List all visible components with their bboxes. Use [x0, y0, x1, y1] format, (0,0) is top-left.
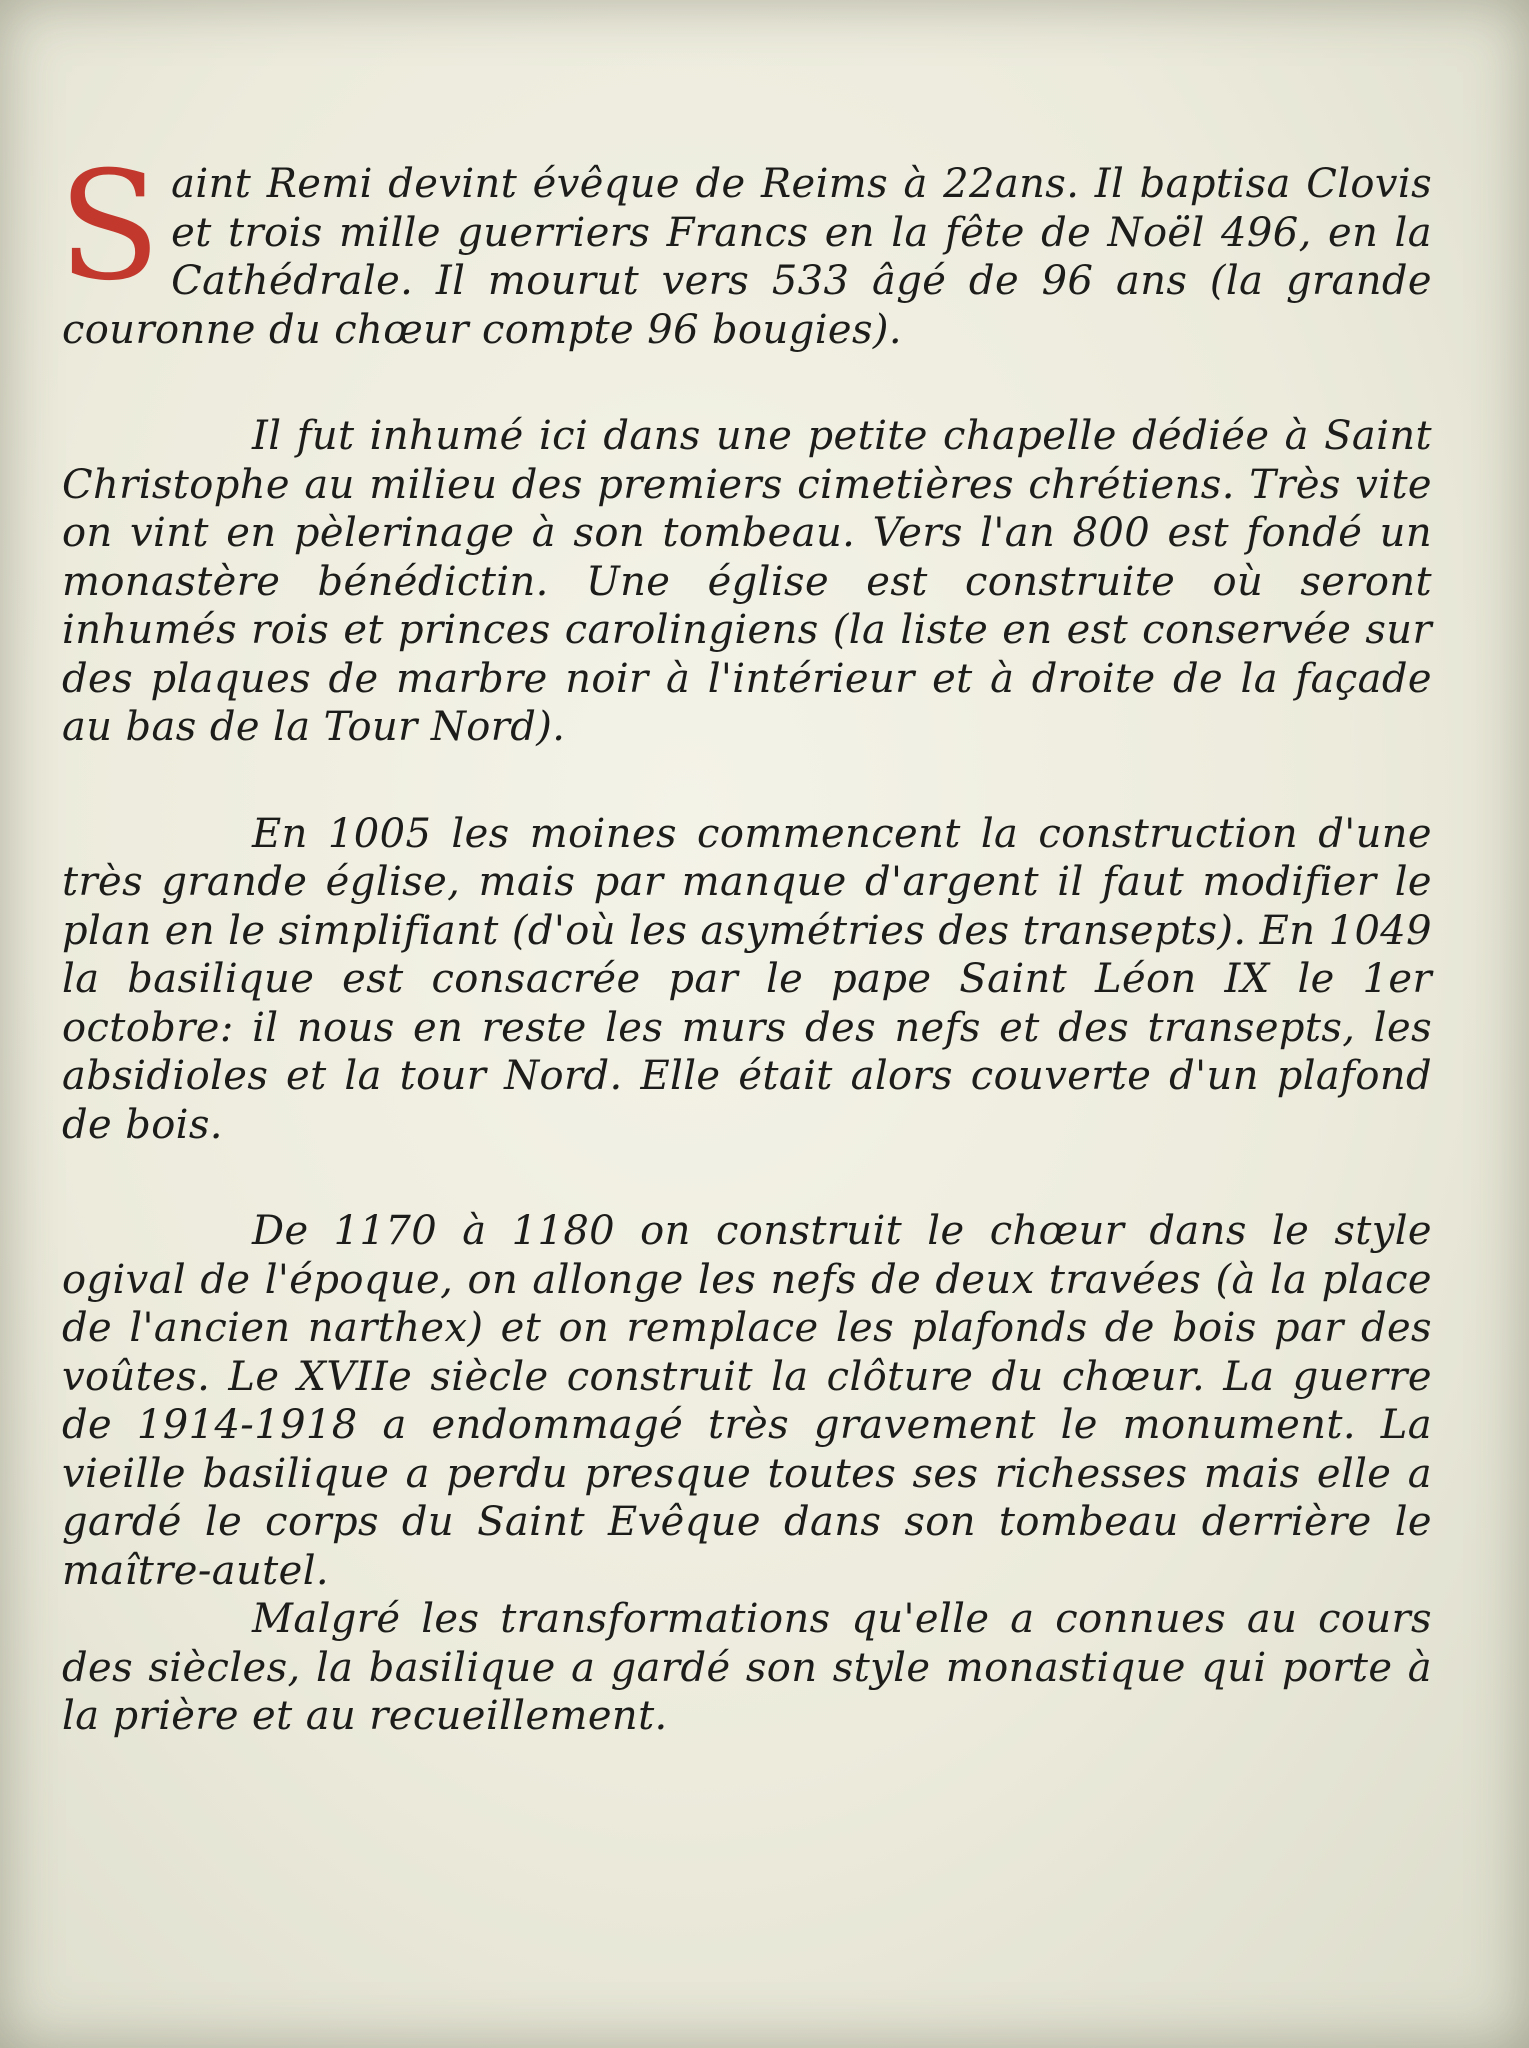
paragraph-1-text: aint Remi devint évêque de Reims à 22ans. Il baptisa Clovis et trois mille guerriers Francs en la fête de Noël 496, en la Cathédrale. Il mourut vers 533 âgé de 96 ans (la grande couronne du chœur compte 96 bougies).: [62, 161, 1432, 353]
handwritten-text: [58, 140, 1432, 1741]
paragraph-4: De 1170 à 1180 on construit le chœur dans le style ogival de l'époque, on allonge les nefs de deux travées (à la place de l'ancien narthex) et on remplace les plafonds de bois par des voûtes. Le XVIIe siècle construit la clôture du chœur. La guerre de 1914-1918 a endommagé très gravement le monument. La vieille basilique a perdu presque toutes ses richesses mais elle a gardé le corps du Saint Evêque dans son tombeau derrière le maître-autel.: [62, 1208, 1432, 1594]
paragraph-1: [58, 140, 1432, 354]
dropcap-letter: S: [58, 140, 162, 314]
paragraph-5: Malgré les transformations qu'elle a connues au cours des siècles, la basilique a gardé son style monastique qui porte à la prière et au recueillement.: [62, 1596, 1432, 1739]
paragraph-3: En 1005 les moines commencent la construction d'une très grande église, mais par manque d'argent il faut modifier le plan en le simplifiant (d'où les asymétries des transepts). En 1049 la basilique est consacrée par le pape Saint Léon IX le 1er octobre: il nous en reste les murs des nefs et des transepts, les absidioles et la tour Nord. Elle était alors couverte d'un plafond de bois.: [62, 810, 1432, 1148]
paragraph-2: Il fut inhumé ici dans une petite chapelle dédiée à Saint Christophe au milieu des premiers cimetières chrétiens. Très vite on vint en pèlerinage à son tombeau. Vers l'an 800 est fondé un monastère bénédictin. Une église est construite où seront inhumés rois et princes carolingiens (la liste en est conservée sur des plaques de marbre noir à l'intérieur et à droite de la façade au bas de la Tour Nord).: [62, 413, 1432, 750]
